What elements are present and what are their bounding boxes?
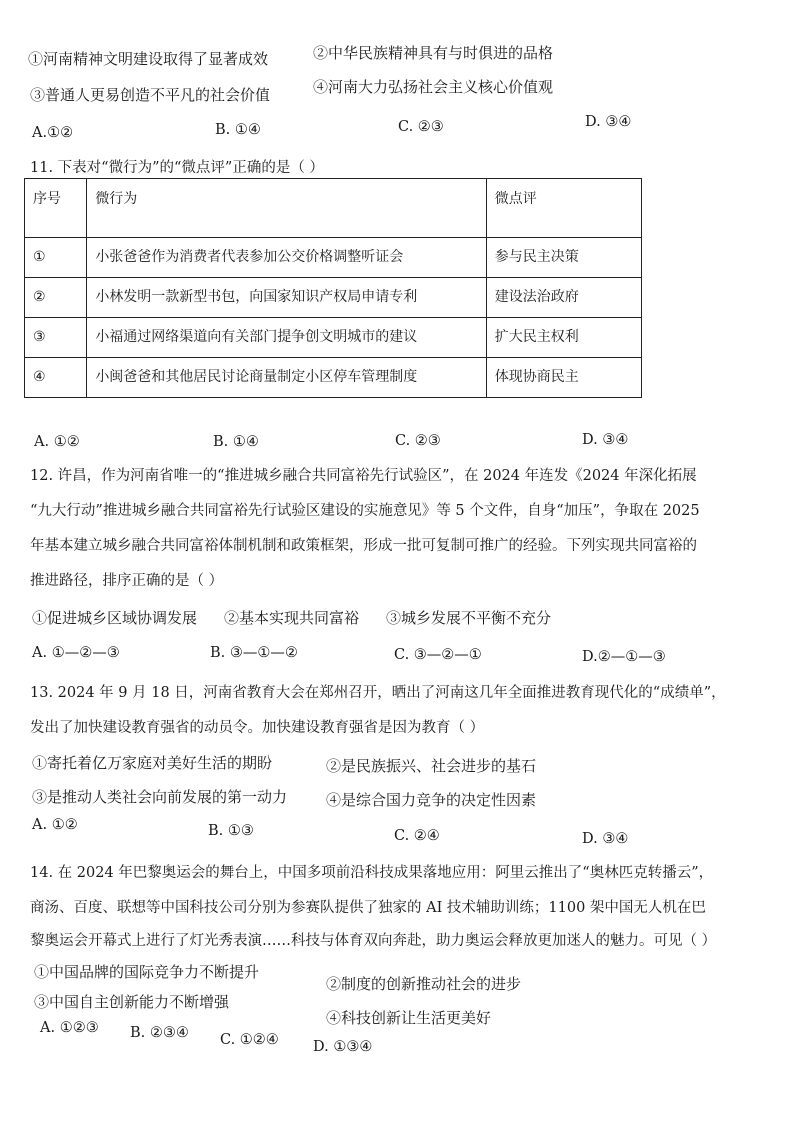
q12-option-d: D.②—①—③	[582, 649, 666, 665]
q13-item-1: ①寄托着亿万家庭对美好生活的期盼	[32, 754, 273, 772]
table-header-row	[25, 179, 642, 238]
table-cell: 建设法治政府	[486, 278, 641, 318]
q13-stem-line-1: 13. 2024 年 9 月 18 日，河南省教育大会在郑州召开，晒出了河南这几年全面推进教育现代化的“成绩单”，	[30, 685, 726, 701]
q13-item-2: ②是民族振兴、社会进步的基石	[326, 757, 537, 775]
q12-option-b: B. ③—①—②	[210, 645, 298, 661]
q14-item-4: ④科技创新让生活更美好	[326, 1009, 492, 1027]
q11-stem: 11. 下表对“微行为”的“微点评”正确的是（ ）	[30, 160, 324, 176]
table-cell: 小林发明一款新型书包，向国家知识产权局申请专利	[87, 278, 486, 318]
table-cell: ①	[25, 238, 87, 278]
table-cell: ③	[25, 318, 87, 358]
table-header-cell: 微行为	[87, 179, 486, 238]
table-cell: ④	[25, 358, 87, 398]
table-cell: 小闽爸爸和其他居民讨论商量制定小区停车管理制度	[87, 358, 486, 398]
q12-stem-line-1: 12. 许昌，作为河南省唯一的“推进城乡融合共同富裕先行试验区”，在 2024 年连发《2024 年深化拓展	[30, 468, 697, 484]
q12-item-1: ①促进城乡区域协调发展	[32, 609, 198, 627]
table-cell: 扩大民主权利	[486, 318, 641, 358]
table-row	[25, 238, 642, 278]
q12-stem-line-4: 推进路径，排序正确的是（ ）	[30, 573, 224, 589]
table-cell: ②	[25, 278, 87, 318]
q13-option-c: C. ②④	[394, 828, 440, 844]
q10-option-d: D. ③④	[585, 114, 632, 130]
q14-option-a: A. ①②③	[40, 1020, 99, 1036]
q12-item-3: ③城乡发展不平衡不充分	[386, 609, 552, 627]
q12-option-c: C. ③—②—①	[394, 647, 482, 663]
q14-option-c: C. ①②④	[220, 1032, 279, 1048]
q10-item-3: ③普通人更易创造不平凡的社会价值	[30, 86, 271, 104]
table-cell: 小福通过网络渠道向有关部门提争创文明城市的建议	[87, 318, 486, 358]
q11-option-c: C. ②③	[395, 433, 441, 449]
table-cell: 体现协商民主	[486, 358, 641, 398]
q12-stem-line-3: 年基本建立城乡融合共同富裕体制机制和政策框架，形成一批可复制可推广的经验。下列实现共同富裕的	[30, 538, 697, 554]
q14-option-b: B. ②③④	[130, 1025, 189, 1041]
q12-option-a: A. ①—②—③	[32, 645, 120, 661]
q10-item-2: ②中华民族精神具有与时俱进的品格	[313, 44, 554, 62]
q11-table	[24, 178, 642, 398]
q14-stem-line-3: 黎奥运会开幕式上进行了灯光秀表演……科技与体育双向奔赴，助力奥运会释放更加迷人的魅力。可见（ ）	[30, 933, 717, 949]
q12-item-2: ②基本实现共同富裕	[224, 609, 360, 627]
table-row	[25, 318, 642, 358]
q11-option-a: A. ①②	[34, 434, 80, 450]
q14-item-2: ②制度的创新推动社会的进步	[326, 975, 522, 993]
q13-stem-line-2: 发出了加快建设教育强省的动员令。加快建设教育强省是因为教育（ ）	[30, 720, 485, 736]
q11-option-d: D. ③④	[582, 432, 629, 448]
q10-item-4: ④河南大力弘扬社会主义核心价值观	[313, 78, 554, 96]
table-header-cell: 序号	[25, 179, 87, 238]
table-header-cell: 微点评	[486, 179, 641, 238]
q14-stem-line-2: 商汤、百度、联想等中国科技公司分别为参赛队提供了独家的 AI 技术辅助训练；1100 架中国无人机在巴	[30, 900, 706, 916]
q14-option-d: D. ①③④	[313, 1039, 373, 1055]
table-cell: 参与民主决策	[486, 238, 641, 278]
q10-option-c: C. ②③	[398, 119, 444, 135]
q10-item-1: ①河南精神文明建设取得了显著成效	[28, 50, 269, 68]
q13-item-4: ④是综合国力竞争的决定性因素	[326, 791, 537, 809]
q10-option-a: A.①②	[32, 125, 74, 141]
q13-item-3: ③是推动人类社会向前发展的第一动力	[32, 788, 288, 806]
q14-stem-line-1: 14. 在 2024 年巴黎奥运会的舞台上，中国多项前沿科技成果落地应用：阿里云推出了“奥林匹克转播云”，	[30, 865, 714, 881]
q13-option-a: A. ①②	[32, 817, 78, 833]
q14-item-1: ①中国品牌的国际竞争力不断提升	[34, 963, 260, 981]
q11-option-b: B. ①④	[213, 434, 259, 450]
table-row	[25, 278, 642, 318]
table-row	[25, 358, 642, 398]
q13-option-d: D. ③④	[582, 831, 629, 847]
q14-item-3: ③中国自主创新能力不断增强	[34, 993, 230, 1011]
table-cell: 小张爸爸作为消费者代表参加公交价格调整听证会	[87, 238, 486, 278]
q12-stem-line-2: “九大行动”推进城乡融合共同富裕先行试验区建设的实施意见》等 5 个文件，自身“加压”，争取在 2025	[30, 503, 700, 519]
q13-option-b: B. ①③	[208, 823, 254, 839]
q10-option-b: B. ①④	[215, 122, 261, 138]
